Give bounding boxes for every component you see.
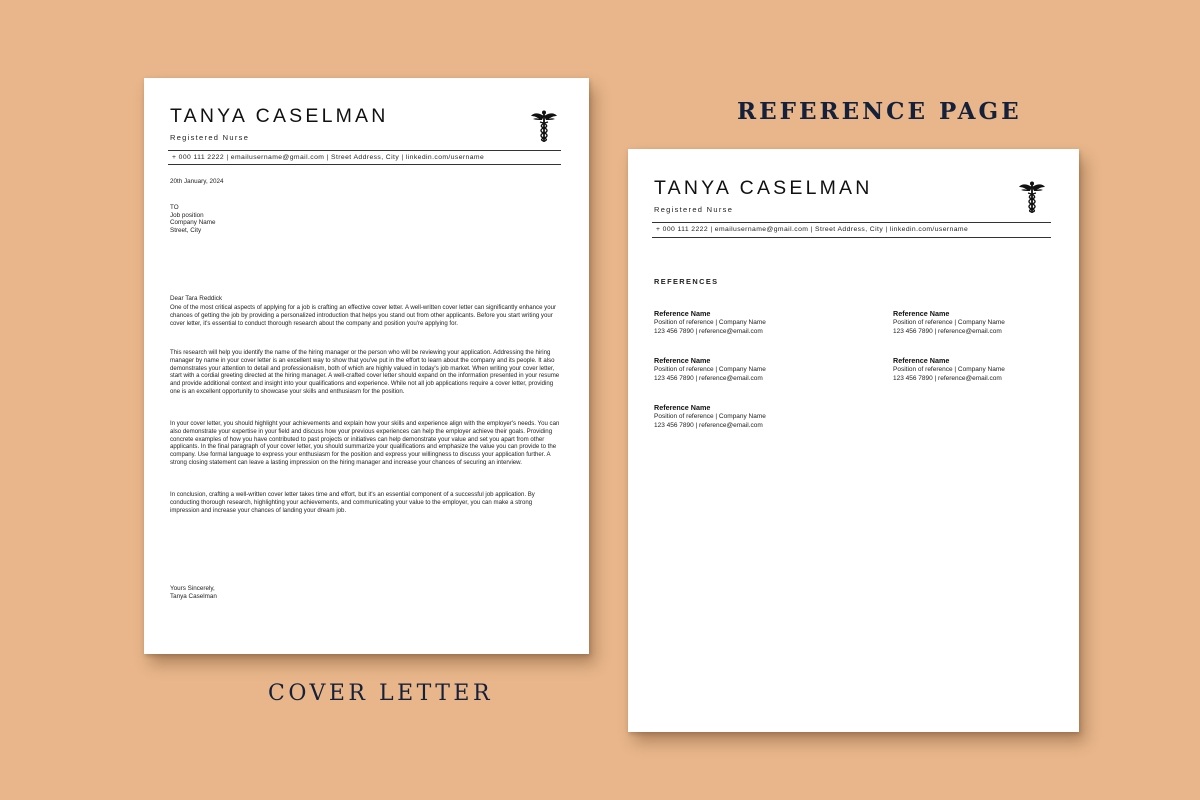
greeting: Dear Tara Reddick — [170, 295, 223, 302]
reference-name: Reference Name — [654, 356, 711, 365]
recipient-block — [170, 204, 216, 235]
job-title: Registered Nurse — [654, 205, 734, 214]
reference-position: Position of reference | Company Name — [654, 366, 766, 373]
header-rule-top — [168, 150, 561, 151]
reference-position: Position of reference | Company Name — [654, 413, 766, 420]
caduceus-icon — [1018, 180, 1046, 214]
reference-entry — [654, 403, 766, 430]
reference-entry — [893, 356, 1005, 383]
reference-page-caption: REFERENCE PAGE — [737, 98, 1022, 125]
reference-name: Reference Name — [893, 356, 950, 365]
signature-name: Tanya Caselman — [170, 592, 217, 600]
recipient-line: Job position — [170, 211, 204, 219]
reference-contact: 123 456 7890 | reference@email.com — [893, 375, 1002, 382]
closing-line: Yours Sincerely, — [170, 585, 215, 592]
reference-entry — [893, 309, 1005, 336]
header-rule-bottom — [652, 237, 1051, 238]
references-heading: REFERENCES — [654, 277, 719, 286]
letter-paragraph: In your cover letter, you should highlight your achievements and explain how your skills and experience align with the employer's needs. You can also demonstrate your expertise in your field and discuss how your previous experiences can help the employer achieve their goals. Providing concrete examples of how you have contributed to past projects or initiatives can help demonstrate your value and set you apart from other applicants. In the final paragraph of your cover letter, you should summarize your qualifications and emphasize the value you can provide to the company. Use formal language to express your enthusiasm for the position and express your willingness to discuss your application further. A strong closing statement can leave a lasting impression on the hiring manager and increase your chances of securing an interview. — [170, 420, 560, 466]
job-title: Registered Nurse — [170, 133, 250, 142]
candidate-name — [654, 177, 873, 200]
cover-letter-page — [144, 78, 589, 654]
letter-paragraph: In conclusion, crafting a well-written cover letter takes time and effort, but it's an essential component of a successful job application. By conducting thorough research, highlighting your achievements, and communicating your value to the employer, you can make a strong impression and increase your chances of landing your dream job. — [170, 491, 535, 514]
recipient-line: Company Name — [170, 219, 216, 227]
reference-contact: 123 456 7890 | reference@email.com — [654, 422, 763, 429]
letter-paragraph: One of the most critical aspects of applying for a job is crafting an effective cover letter. A well-written cover letter can significantly enhance your chances of getting the job by providing a personalized introduction that helps you stand out from other applicants. Before you start writing your cover letter, it's essential to conduct thorough research about the company and position you're applying for. — [170, 304, 557, 327]
reference-page — [628, 149, 1079, 732]
reference-name: Reference Name — [893, 309, 950, 318]
cover-letter-caption: COVER LETTER — [268, 681, 494, 706]
contact-line: + 000 111 2222 | emailusername@gmail.com | Street Address, City | linkedin.com/username — [656, 226, 969, 233]
candidate-name — [170, 105, 389, 128]
first-name: TANYA — [654, 177, 732, 199]
recipient-line: Street, City — [170, 227, 202, 235]
contact-line: + 000 111 2222 | emailusername@gmail.com | Street Address, City | linkedin.com/username — [172, 154, 485, 161]
first-name: TANYA — [170, 105, 248, 127]
reference-position: Position of reference | Company Name — [893, 366, 1005, 373]
closing-block — [170, 585, 217, 600]
header-rule-bottom — [168, 164, 561, 165]
letter-date: 20th January, 2024 — [170, 178, 224, 185]
reference-position: Position of reference | Company Name — [654, 319, 766, 326]
reference-entry — [654, 356, 766, 383]
reference-name: Reference Name — [654, 309, 711, 318]
letter-paragraph: This research will help you identify the name of the hiring manager or the person who will be reviewing your application. Addressing the hiring manager by name in your cover letter is an excellent way to show that you've put in the effort to learn about the company and its people. It also demonstrates your attention to detail and professionalism, both of which are highly valued in today's job market. When writing your cover letter, start with a cordial greeting directed at the hiring manager. A well-crafted cover letter should expand on the information presented in your resume and provide additional context and insight into your qualifications and experience. While not all job applications require a cover letter, providing one is an excellent opportunity to showcase your skills and enthusiasm for the position. — [170, 349, 560, 395]
caduceus-icon — [530, 109, 558, 143]
reference-contact: 123 456 7890 | reference@email.com — [893, 328, 1002, 335]
last-name: CASELMAN — [739, 177, 873, 199]
last-name: CASELMAN — [255, 105, 389, 127]
reference-entry — [654, 309, 766, 336]
reference-position: Position of reference | Company Name — [893, 319, 1005, 326]
recipient-line: TO — [170, 204, 179, 211]
reference-contact: 123 456 7890 | reference@email.com — [654, 375, 763, 382]
reference-contact: 123 456 7890 | reference@email.com — [654, 328, 763, 335]
header-rule-top — [652, 222, 1051, 223]
reference-name: Reference Name — [654, 403, 711, 412]
